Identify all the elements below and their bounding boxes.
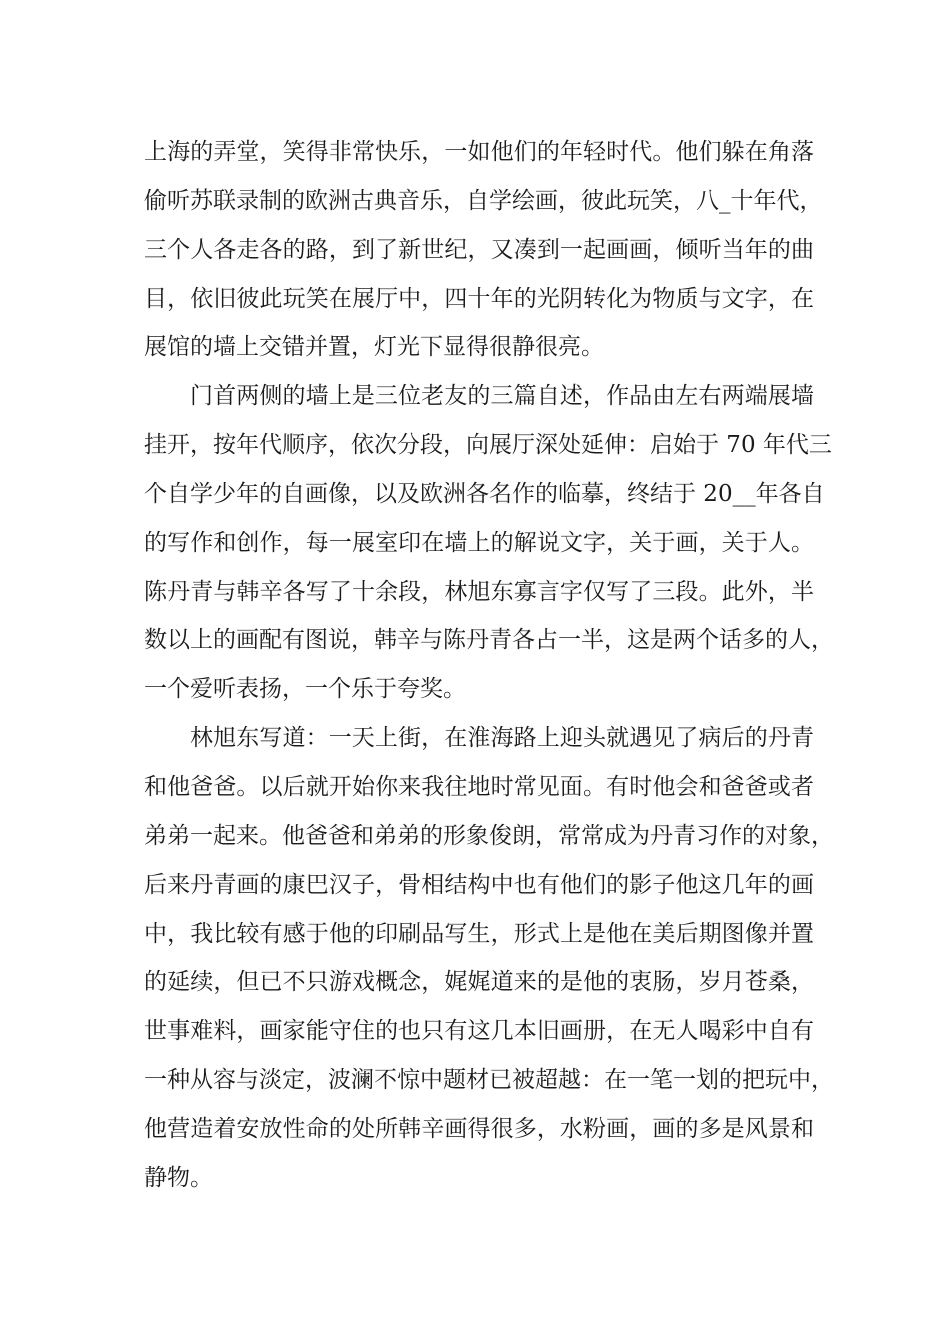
paragraph-1 bbox=[144, 128, 823, 372]
text-line: 门首两侧的墙上是三位老友的三篇自述，作品由左右两端展墙 bbox=[190, 383, 814, 410]
text-line: 展馆的墙上交错并置，灯光下显得很静很亮。 bbox=[144, 334, 604, 361]
text-line: 上海的弄堂，笑得非常快乐，一如他们的年轻时代。他们躲在角落 bbox=[144, 139, 814, 165]
text-line: 弟弟一起来。他爸爸和弟弟的形象俊朗，常常成为丹青习作的对象， bbox=[144, 822, 834, 849]
text-line: 的延续，但已不只游戏概念，娓娓道来的是他的衷肠，岁月苍桑， bbox=[144, 969, 814, 996]
text-line: 挂开，按年代顺序，依次分段，向展厅深处延伸：启始于 70 年代三 bbox=[144, 432, 832, 459]
text-line: 中，我比较有感于他的印刷品写生，形式上是他在美后期图像并置 bbox=[144, 920, 814, 947]
text-line: 偷听苏联录制的欧洲古典音乐，自学绘画，彼此玩笑，八_十年代， bbox=[144, 187, 823, 214]
text-line: 世事难料，画家能守住的也只有这几本旧画册，在无人喝彩中自有 bbox=[144, 1018, 814, 1045]
text-line: 他营造着安放性命的处所韩辛画得很多，水粉画，画的多是风景和 bbox=[144, 1115, 814, 1142]
text-line: 的写作和创作，每一展室印在墙上的解说文字，关于画，关于人。 bbox=[144, 529, 814, 556]
text-line: 一个爱听表扬，一个乐于夸奖。 bbox=[144, 676, 466, 703]
text-line: 静物。 bbox=[144, 1164, 213, 1191]
text-line: 一种从容与淡定，波澜不惊中题材已被超越：在一笔一划的把玩中， bbox=[144, 1067, 834, 1094]
text-line: 数以上的画配有图说，韩辛与陈丹青各占一半，这是两个话多的人， bbox=[144, 627, 834, 654]
paragraph-2 bbox=[144, 372, 834, 714]
text-line: 目，依旧彼此玩笑在展厅中，四十年的光阴转化为物质与文字，在 bbox=[144, 285, 814, 312]
body-text bbox=[144, 128, 834, 1203]
text-line: 林旭东写道：一天上街，在淮海路上迎头就遇见了病后的丹青 bbox=[190, 725, 814, 752]
text-line: 和他爸爸。以后就开始你来我往地时常见面。有时他会和爸爸或者 bbox=[144, 773, 814, 800]
text-line: 三个人各走各的路，到了新世纪，又凑到一起画画，倾听当年的曲 bbox=[144, 236, 814, 263]
paragraph-3 bbox=[144, 714, 834, 1202]
text-line: 个自学少年的自画像，以及欧洲各名作的临摹，终结于 20__年各自 bbox=[144, 480, 825, 507]
text-line: 后来丹青画的康巴汉子，骨相结构中也有他们的影子他这几年的画 bbox=[144, 871, 814, 898]
text-line: 陈丹青与韩辛各写了十余段，林旭东寡言字仅写了三段。此外，半 bbox=[144, 578, 814, 605]
